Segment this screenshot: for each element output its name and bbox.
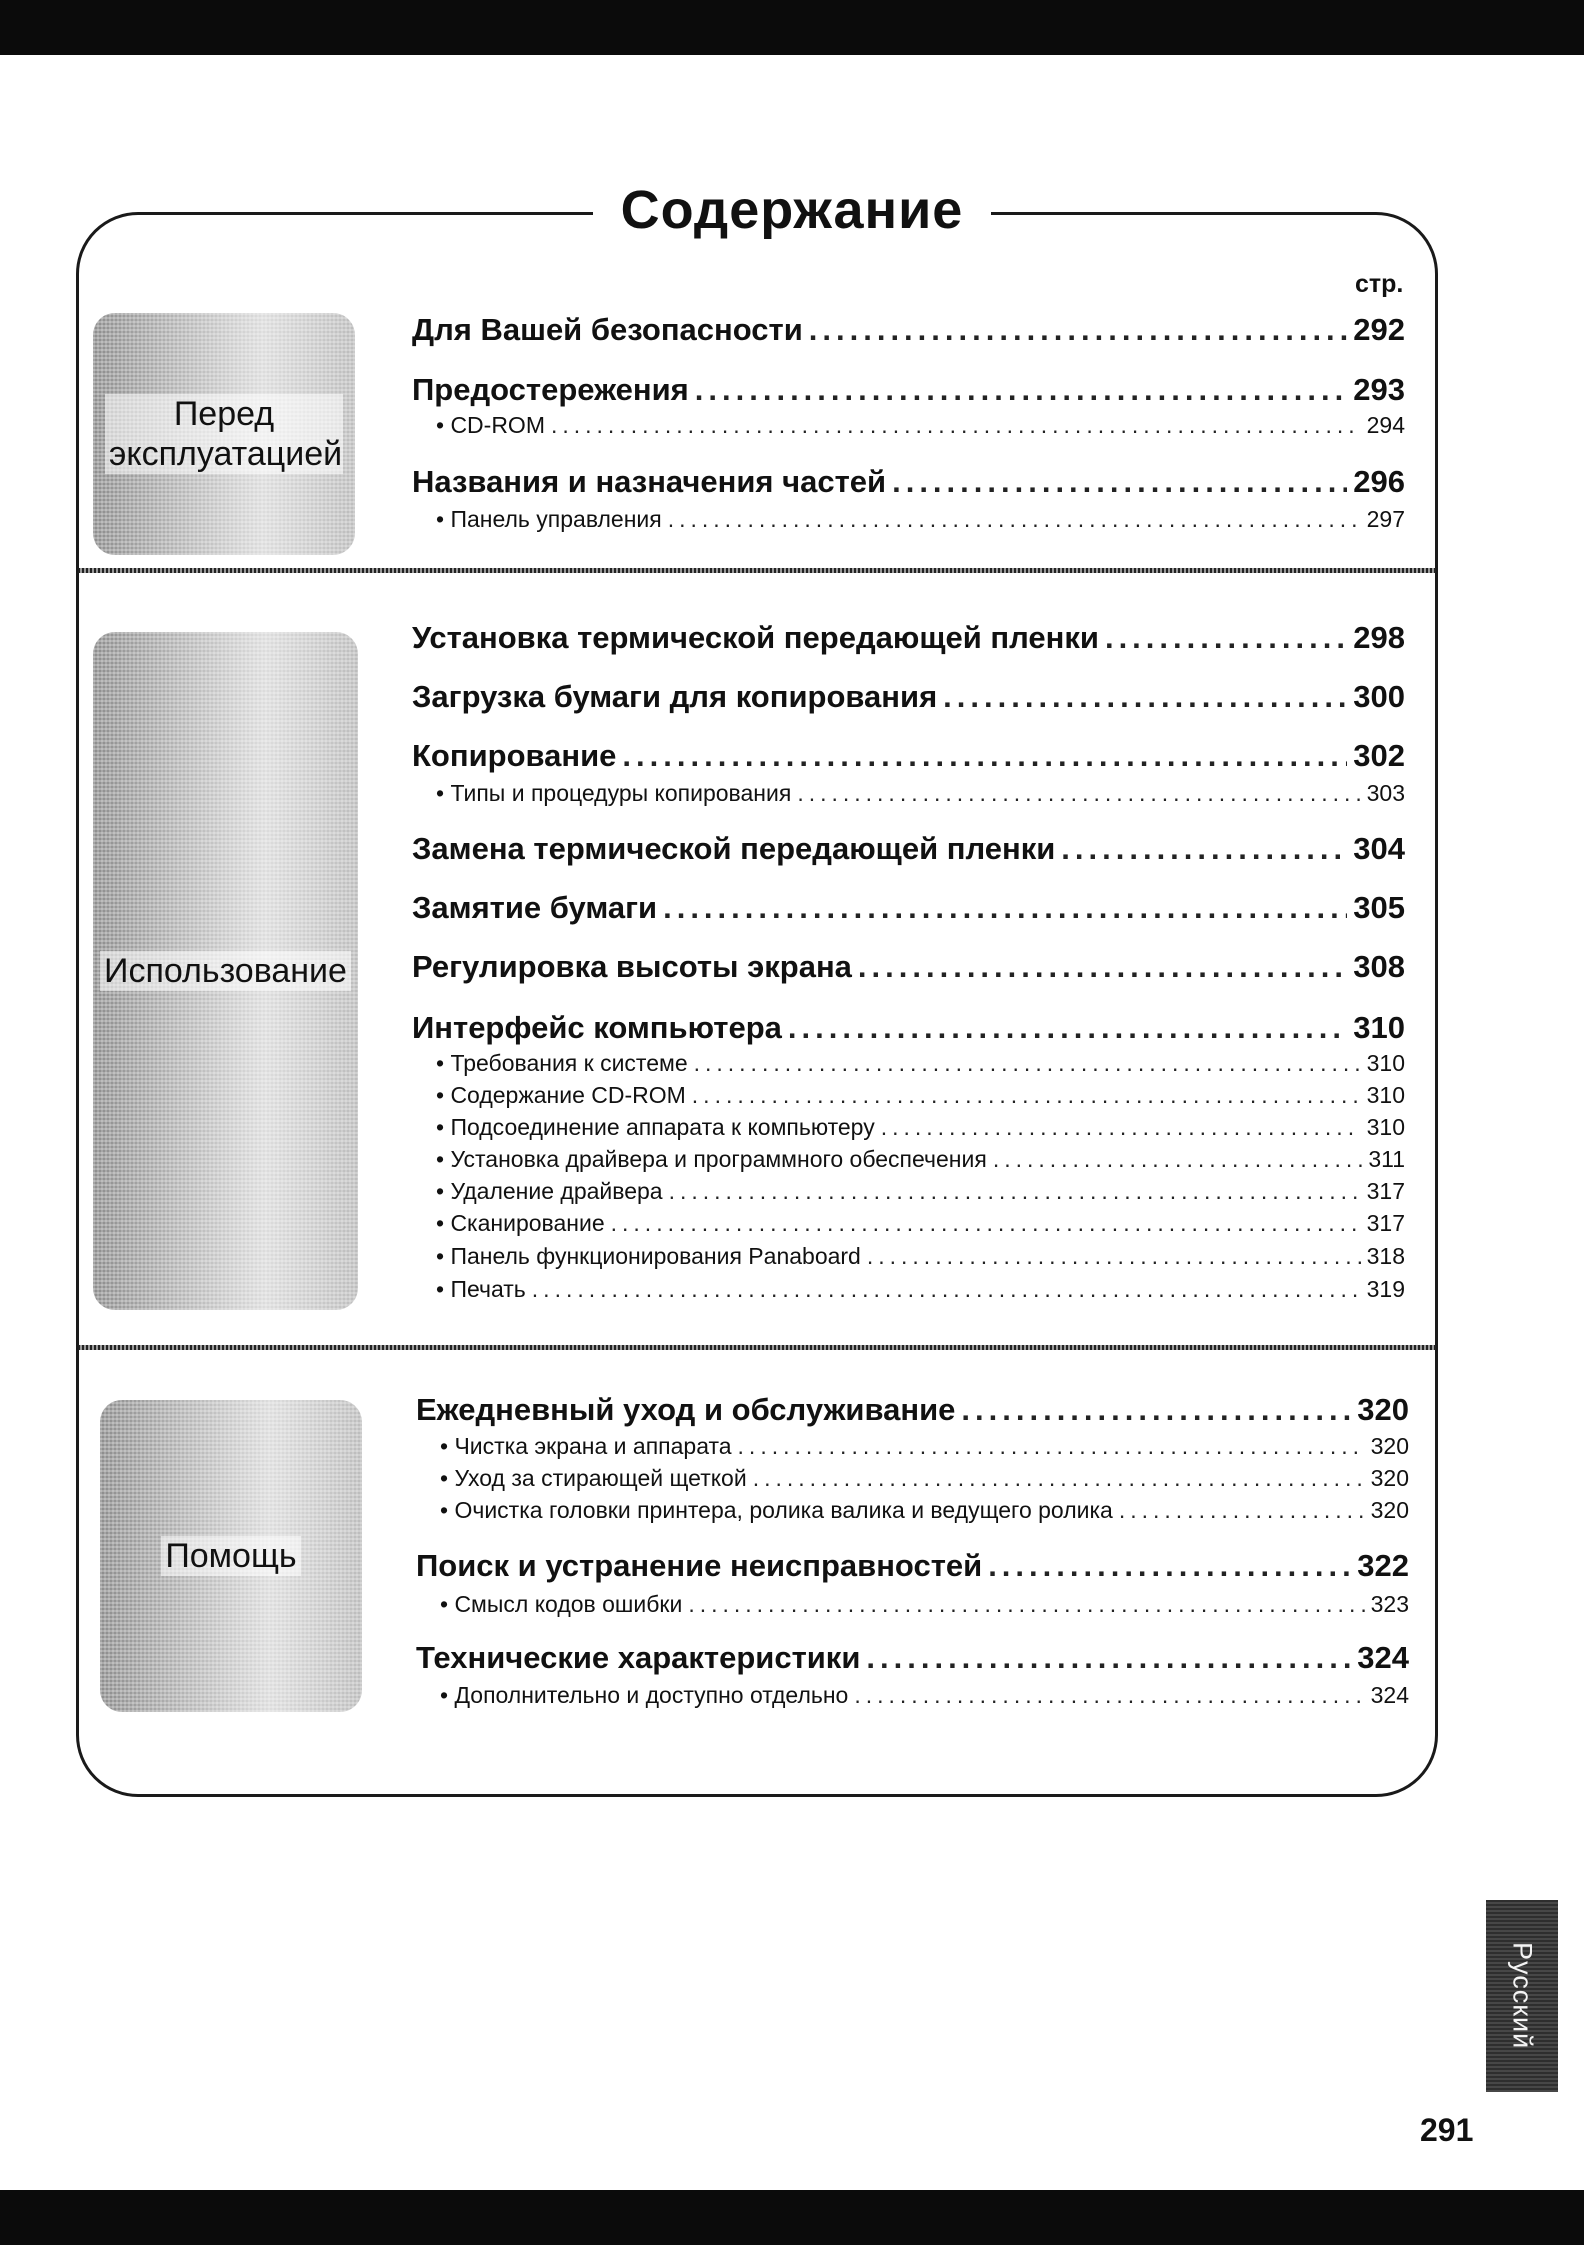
toc-subentry[interactable]: [440, 1433, 1409, 1463]
entry-page: 311: [1368, 1146, 1405, 1172]
section-label-text: Перед эксплуатацией: [105, 394, 343, 474]
dot-leader: [1061, 831, 1347, 867]
toc-entry[interactable]: [412, 372, 1405, 412]
toc-entry[interactable]: [416, 1640, 1409, 1680]
entry-page: 302: [1353, 738, 1405, 773]
dot-leader: [753, 1465, 1365, 1492]
entry-page: 320: [1370, 1465, 1409, 1491]
entry-page: 308: [1353, 949, 1405, 984]
dot-leader: [669, 1178, 1361, 1205]
entry-page: 305: [1353, 890, 1405, 925]
section-label-before-use: [93, 313, 355, 555]
entry-title: Замятие бумаги: [412, 890, 658, 925]
page-column-header: стр.: [1355, 270, 1404, 298]
entry-title: Поиск и устранение неисправностей: [416, 1548, 983, 1583]
dot-leader: [663, 890, 1347, 926]
dot-leader: [858, 949, 1347, 985]
dot-leader: [668, 506, 1361, 533]
dot-leader: [1105, 620, 1347, 656]
entry-title: • Панель управления: [436, 506, 662, 532]
entry-title: • Удаление драйвера: [436, 1178, 663, 1204]
entry-page: 324: [1370, 1682, 1409, 1708]
entry-title: Для Вашей безопасности: [412, 312, 803, 347]
toc-entry[interactable]: [412, 679, 1405, 719]
toc-subentry[interactable]: [436, 1276, 1405, 1306]
toc-entry[interactable]: [412, 464, 1405, 504]
dot-leader: [961, 1392, 1351, 1428]
entry-page: 300: [1353, 679, 1405, 714]
dot-leader: [611, 1210, 1361, 1237]
dot-leader: [993, 1146, 1363, 1173]
entry-page: 310: [1366, 1114, 1405, 1140]
toc-subentry[interactable]: [440, 1497, 1409, 1527]
entry-page: 310: [1366, 1082, 1405, 1108]
language-tab-label: Русский: [1507, 1942, 1538, 2050]
section-label-usage: [93, 632, 358, 1310]
section-label-help: [100, 1400, 362, 1712]
toc-subentry[interactable]: [436, 1243, 1405, 1273]
entry-page: 292: [1353, 312, 1405, 347]
entry-page: 293: [1353, 372, 1405, 407]
scan-top-edge: [0, 0, 1584, 55]
language-tab: [1486, 1900, 1558, 2092]
entry-page: 317: [1366, 1210, 1405, 1236]
entry-title: Регулировка высоты экрана: [412, 949, 852, 984]
toc-subentry[interactable]: [436, 1146, 1405, 1176]
toc-subentry[interactable]: [436, 1082, 1405, 1112]
toc-entry[interactable]: [416, 1548, 1409, 1588]
dot-leader: [788, 1010, 1347, 1046]
toc-subentry[interactable]: [440, 1682, 1409, 1712]
entry-title: • Содержание CD-ROM: [436, 1082, 686, 1108]
toc-subentry[interactable]: [440, 1591, 1409, 1621]
entry-title: Копирование: [412, 738, 617, 773]
toc-entry[interactable]: [412, 1010, 1405, 1050]
toc-entry[interactable]: [412, 831, 1405, 871]
toc-subentry[interactable]: [436, 1114, 1405, 1144]
entry-page: 294: [1366, 412, 1405, 438]
entry-page: 323: [1370, 1591, 1409, 1617]
dot-leader: [854, 1682, 1364, 1709]
entry-page: 297: [1366, 506, 1405, 532]
entry-page: 303: [1366, 780, 1405, 806]
entry-page: 320: [1370, 1433, 1409, 1459]
title-wrap: [0, 178, 1584, 242]
dot-leader: [694, 1050, 1361, 1077]
entry-page: 298: [1353, 620, 1405, 655]
entry-title: • Печать: [436, 1276, 526, 1302]
dot-leader: [622, 738, 1347, 774]
toc-subentry[interactable]: [436, 780, 1405, 810]
entry-title: • Дополнительно и доступно отдельно: [440, 1682, 849, 1708]
entry-page: 320: [1357, 1392, 1409, 1427]
toc-subentry[interactable]: [436, 412, 1405, 442]
entry-title: Названия и назначения частей: [412, 464, 887, 499]
dot-leader: [892, 464, 1347, 500]
entry-page: 296: [1353, 464, 1405, 499]
entry-title: • Подсоединение аппарата к компьютеру: [436, 1114, 875, 1140]
scan-bottom-edge: [0, 2190, 1584, 2245]
section-label-text: Использование: [100, 951, 351, 991]
entry-title: • Установка драйвера и программного обеспечения: [436, 1146, 987, 1172]
toc-entry[interactable]: [412, 312, 1405, 352]
section-divider: [78, 568, 1436, 573]
toc-subentry[interactable]: [436, 1210, 1405, 1240]
entry-page: 304: [1353, 831, 1405, 866]
entry-title: • Панель функционирования Panaboard: [436, 1243, 861, 1269]
dot-leader: [738, 1433, 1365, 1460]
dot-leader: [809, 312, 1348, 348]
dot-leader: [688, 1591, 1364, 1618]
dot-leader: [988, 1548, 1351, 1584]
entry-title: Установка термической передающей пленки: [412, 620, 1099, 655]
page-title: Содержание: [593, 178, 992, 242]
toc-entry[interactable]: [412, 738, 1405, 778]
entry-title: Предостережения: [412, 372, 689, 407]
entry-title: • Смысл кодов ошибки: [440, 1591, 683, 1617]
page-number: 291: [1420, 2112, 1474, 2148]
toc-entry[interactable]: [412, 949, 1405, 989]
entry-title: Технические характеристики: [416, 1640, 861, 1675]
toc-subentry[interactable]: [436, 1050, 1405, 1080]
entry-title: • Чистка экрана и аппарата: [440, 1433, 732, 1459]
entry-title: Замена термической передающей пленки: [412, 831, 1056, 866]
entry-title: Загрузка бумаги для копирования: [412, 679, 938, 714]
section-divider: [78, 1345, 1436, 1350]
entry-title: Ежедневный уход и обслуживание: [416, 1392, 956, 1427]
dot-leader: [866, 1640, 1351, 1676]
toc-subentry[interactable]: [436, 1178, 1405, 1208]
dot-leader: [1119, 1497, 1365, 1524]
dot-leader: [695, 372, 1347, 408]
entry-page: 319: [1366, 1276, 1405, 1302]
entry-title: • Типы и процедуры копирования: [436, 780, 792, 806]
entry-page: 310: [1353, 1010, 1405, 1045]
dot-leader: [867, 1243, 1361, 1270]
dot-leader: [943, 679, 1347, 715]
entry-title: • Очистка головки принтера, ролика валика и ведущего ролика: [440, 1497, 1113, 1523]
entry-title: • Сканирование: [436, 1210, 605, 1236]
toc-subentry[interactable]: [436, 506, 1405, 536]
dot-leader: [551, 412, 1361, 439]
entry-title: • Требования к системе: [436, 1050, 688, 1076]
section-label-text: Помощь: [161, 1536, 300, 1576]
entry-page: 310: [1366, 1050, 1405, 1076]
entry-page: 318: [1366, 1243, 1405, 1269]
toc-entry[interactable]: [412, 620, 1405, 660]
entry-page: 324: [1357, 1640, 1409, 1675]
entry-title: • Уход за стирающей щеткой: [440, 1465, 747, 1491]
dot-leader: [797, 780, 1360, 807]
dot-leader: [692, 1082, 1361, 1109]
entry-page: 320: [1370, 1497, 1409, 1523]
entry-title: • CD-ROM: [436, 412, 545, 438]
entry-page: 317: [1366, 1178, 1405, 1204]
toc-subentry[interactable]: [440, 1465, 1409, 1495]
entry-title: Интерфейс компьютера: [412, 1010, 782, 1045]
entry-page: 322: [1357, 1548, 1409, 1583]
toc-entry[interactable]: [416, 1392, 1409, 1432]
dot-leader: [881, 1114, 1361, 1141]
dot-leader: [532, 1276, 1361, 1303]
toc-entry[interactable]: [412, 890, 1405, 930]
